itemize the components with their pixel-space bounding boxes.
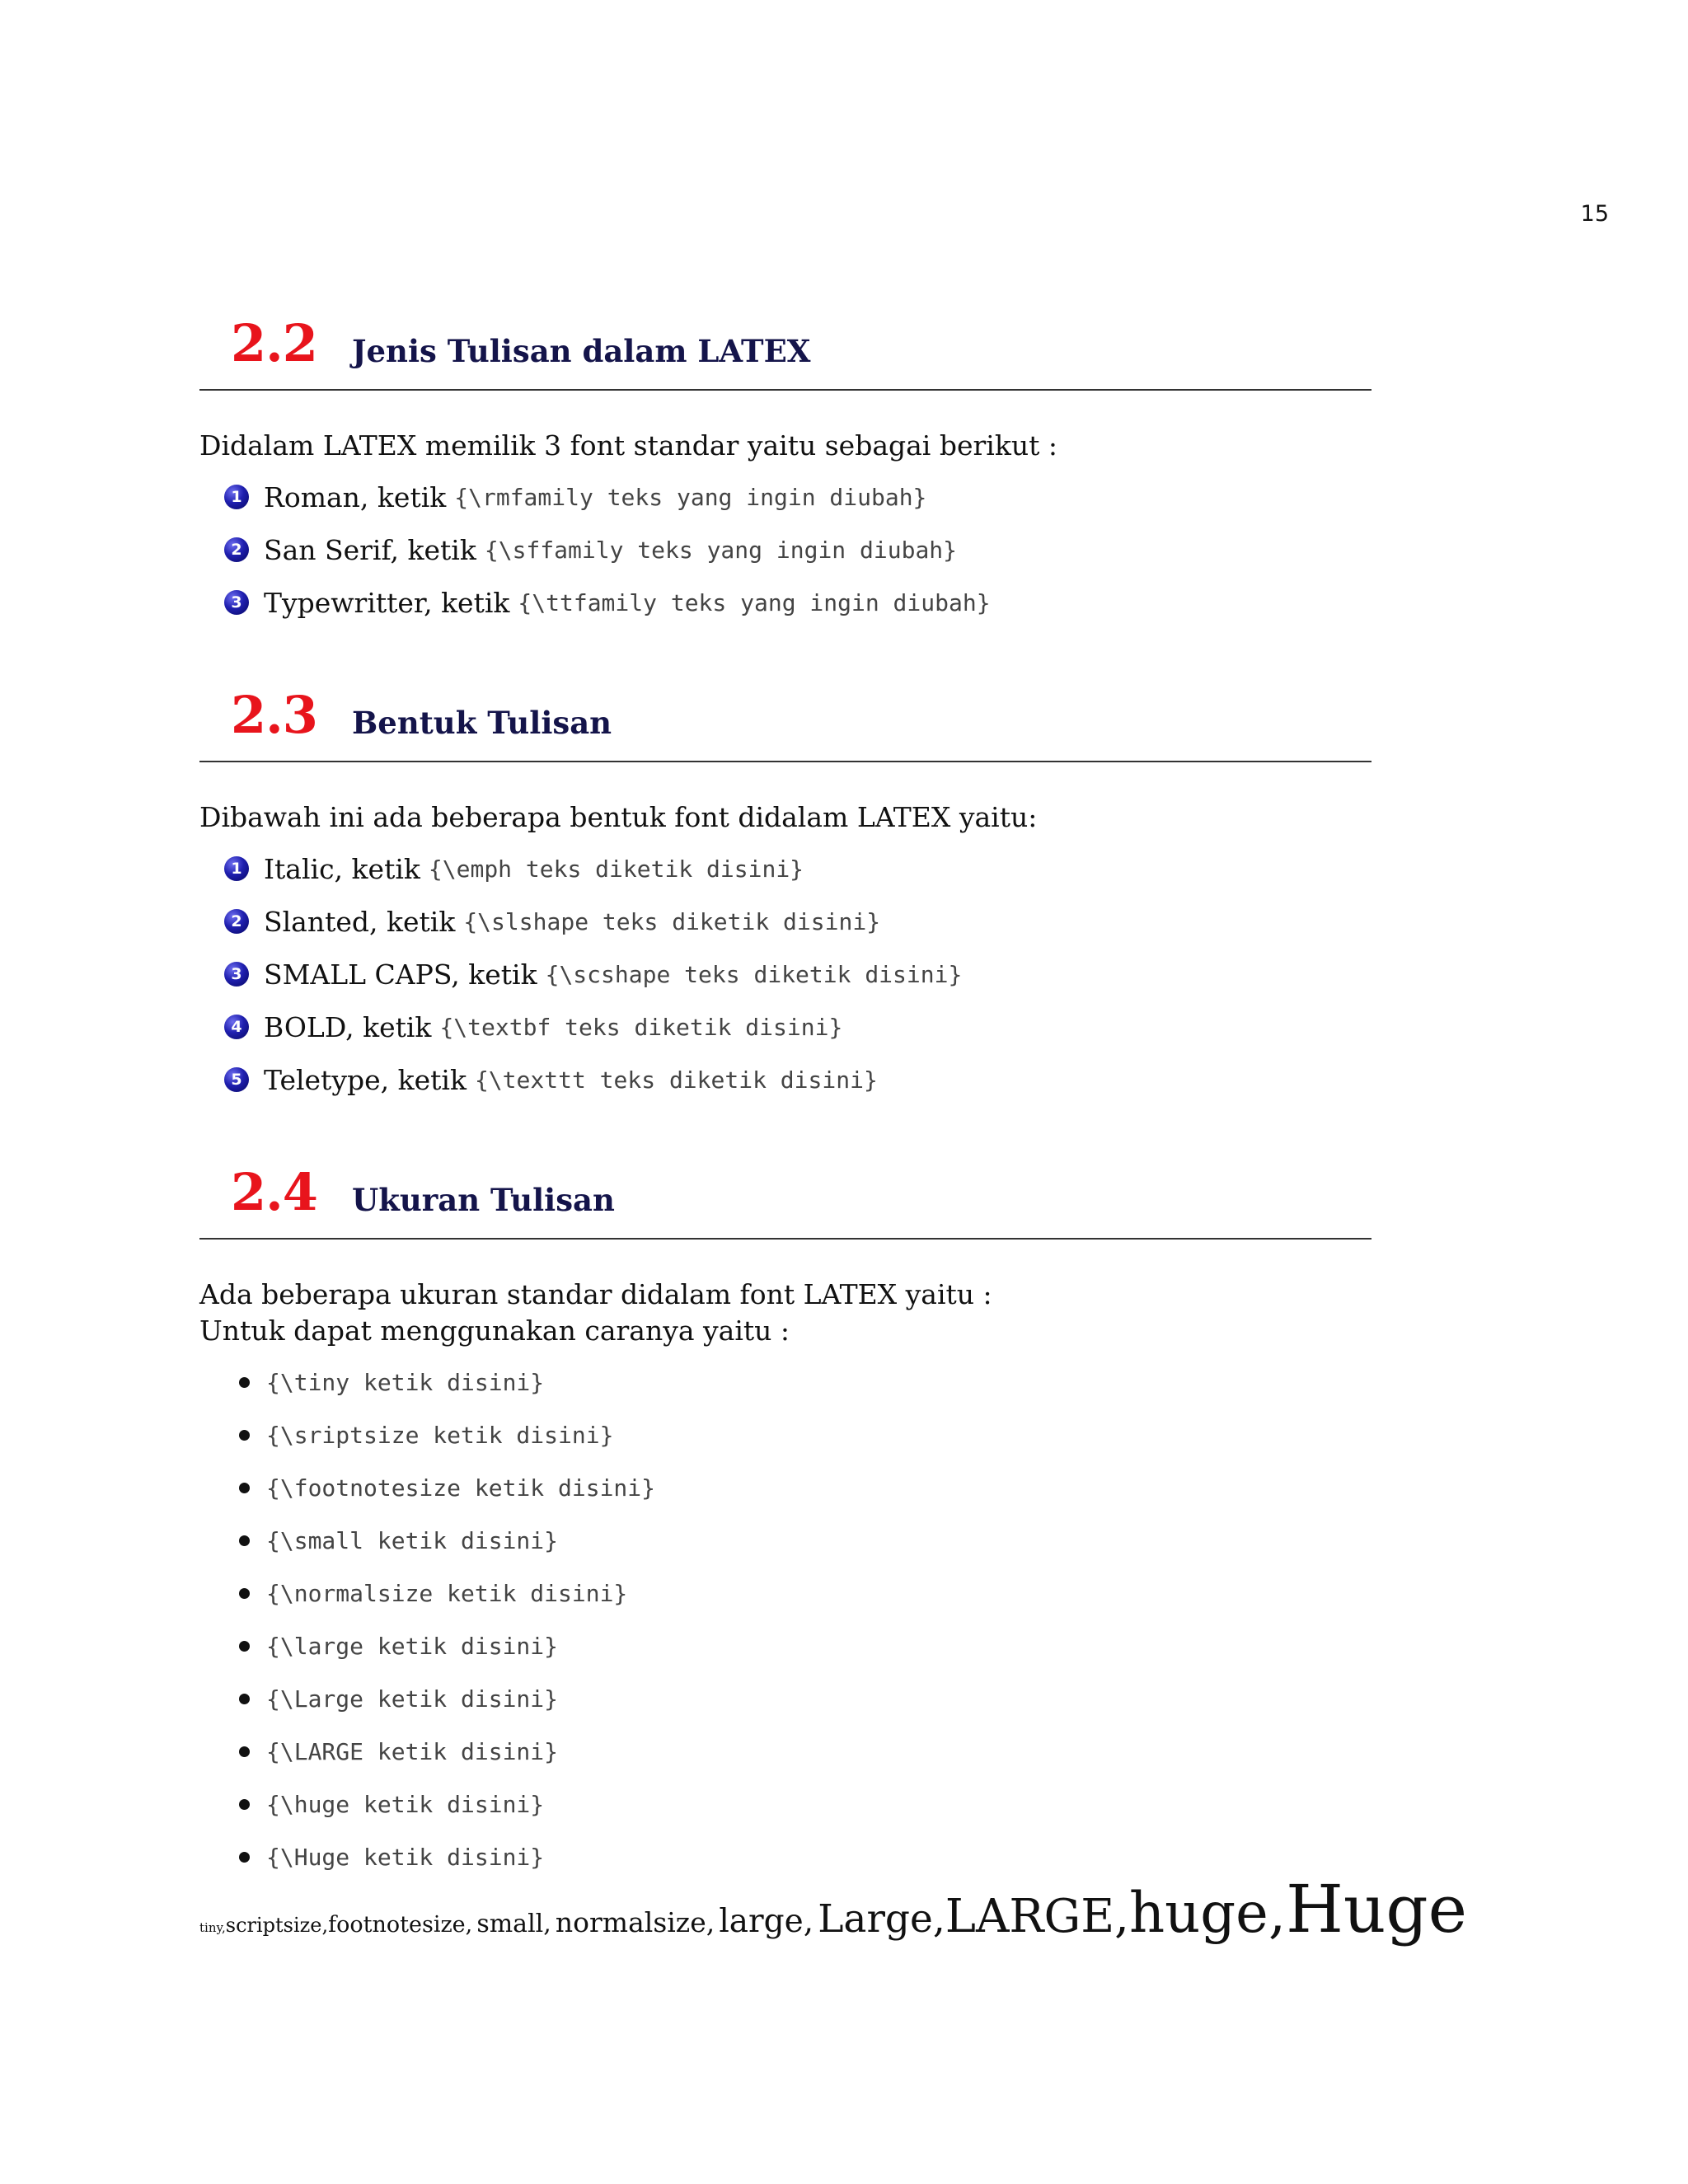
item-label: Roman, ketik (264, 480, 447, 513)
section-title: Jenis Tulisan dalam LATEX (352, 333, 811, 369)
section-intro: Didalam LATEX memilik 3 font standar yaitu sebagai berikut : (199, 429, 1057, 462)
bullet-icon (239, 1430, 250, 1441)
bullet-icon (239, 1746, 250, 1757)
section-2-3 (199, 662, 1372, 1106)
intro-line: Ada beberapa ukuran standar didalam font LATEX yaitu : (199, 1278, 992, 1310)
item-label: Italic, ketik (264, 852, 420, 885)
item-label: BOLD, ketik (264, 1010, 432, 1043)
item-code: {\ttfamily teks yang ingin diubah} (518, 588, 991, 616)
size-sample-scriptsize: scriptsize, (225, 1914, 329, 1937)
section-heading (199, 290, 1372, 391)
list-item (224, 523, 1372, 576)
item-code: {\slshape teks diketik disini} (463, 907, 881, 935)
section-heading (199, 662, 1372, 762)
section-title: Bentuk Tulisan (352, 705, 612, 741)
size-sample-small: small, (476, 1910, 551, 1938)
item-label: San Serif, ketik (264, 533, 476, 566)
list-item (239, 1356, 1372, 1408)
list-item (239, 1778, 1372, 1830)
list-item (239, 1408, 1372, 1461)
size-sample-Huge: Huge (1286, 1871, 1467, 1947)
item-code: {\Large ketik disini} (266, 1685, 559, 1713)
item-label: Teletype, ketik (264, 1063, 467, 1096)
item-code: {\tiny ketik disini} (266, 1368, 545, 1396)
list-item (224, 1001, 1372, 1053)
list-item (224, 1053, 1372, 1106)
list-item (239, 1567, 1372, 1619)
bullet-icon (239, 1377, 250, 1388)
item-code: {\normalsize ketik disini} (266, 1579, 628, 1607)
item-code: {\rmfamily teks yang ingin diubah} (454, 483, 927, 511)
list-item (239, 1619, 1372, 1672)
item-code: {\large ketik disini} (266, 1632, 559, 1660)
item-code: {\scshape teks diketik disini} (545, 960, 963, 988)
font-family-list (199, 471, 1372, 629)
section-2-2 (199, 290, 1372, 629)
number-ball-icon: 2 (224, 537, 249, 562)
bullet-icon (239, 1641, 250, 1652)
bullet-icon (239, 1799, 250, 1810)
number-ball-icon: 2 (224, 909, 249, 934)
section-number: 2.4 (231, 1162, 317, 1222)
size-sample-normalsize: normalsize, (555, 1906, 715, 1938)
list-item (224, 471, 1372, 523)
section-number: 2.3 (231, 685, 317, 745)
item-code: {\huge ketik disini} (266, 1790, 545, 1818)
size-sample-large: large, (719, 1903, 814, 1940)
bullet-icon (239, 1852, 250, 1863)
size-sample-footnotesize: footnotesize, (328, 1912, 473, 1938)
item-label: Typewritter, ketik (264, 586, 510, 619)
section-heading (199, 1139, 1372, 1240)
font-shape-list (199, 842, 1372, 1106)
bullet-icon (239, 1483, 250, 1493)
list-item (224, 842, 1372, 895)
item-code: {\footnotesize ketik disini} (266, 1474, 656, 1502)
number-ball-icon: 4 (224, 1015, 249, 1039)
intro-line: Untuk dapat menggunakan caranya yaitu : (199, 1315, 790, 1347)
section-number: 2.2 (231, 313, 317, 373)
list-item (239, 1725, 1372, 1778)
list-item (224, 895, 1372, 948)
item-code: {\Huge ketik disini} (266, 1843, 545, 1871)
bullet-icon (239, 1535, 250, 1546)
bullet-icon (239, 1694, 250, 1704)
item-code: {\emph teks diketik disini} (428, 855, 804, 883)
number-ball-icon: 3 (224, 590, 249, 615)
section-2-4 (199, 1139, 1372, 1883)
font-size-demo (199, 1871, 1467, 1947)
size-command-list (199, 1356, 1372, 1883)
bullet-icon (239, 1588, 250, 1599)
size-sample-LARGE: LARGE, (945, 1890, 1129, 1943)
number-ball-icon: 1 (224, 856, 249, 881)
number-ball-icon: 3 (224, 962, 249, 987)
list-item (239, 1514, 1372, 1567)
number-ball-icon: 1 (224, 485, 249, 509)
list-item (239, 1672, 1372, 1725)
size-sample-Large: Large, (818, 1896, 945, 1942)
item-label: Slanted, ketik (264, 905, 456, 938)
item-code: {\textbf teks diketik disini} (439, 1013, 843, 1041)
item-code: {\LARGE ketik disini} (266, 1737, 559, 1765)
list-item (224, 948, 1372, 1001)
section-title: Ukuran Tulisan (352, 1182, 615, 1218)
item-code: {\sffamily teks yang ingin diubah} (484, 536, 958, 564)
page-number: 15 (1580, 201, 1609, 227)
list-item (239, 1461, 1372, 1514)
item-label: SMALL CAPS, ketik (264, 958, 537, 991)
size-sample-tiny: tiny, (199, 1920, 226, 1935)
item-code: {\sriptsize ketik disini} (266, 1421, 614, 1449)
item-code: {\texttt teks diketik disini} (474, 1066, 878, 1094)
size-sample-huge: huge, (1128, 1881, 1287, 1945)
number-ball-icon: 5 (224, 1067, 249, 1092)
item-code: {\small ketik disini} (266, 1526, 559, 1554)
section-intro (199, 1277, 1372, 1349)
section-intro: Dibawah ini ada beberapa bentuk font didalam LATEX yaitu: (199, 801, 1038, 833)
list-item (224, 576, 1372, 629)
